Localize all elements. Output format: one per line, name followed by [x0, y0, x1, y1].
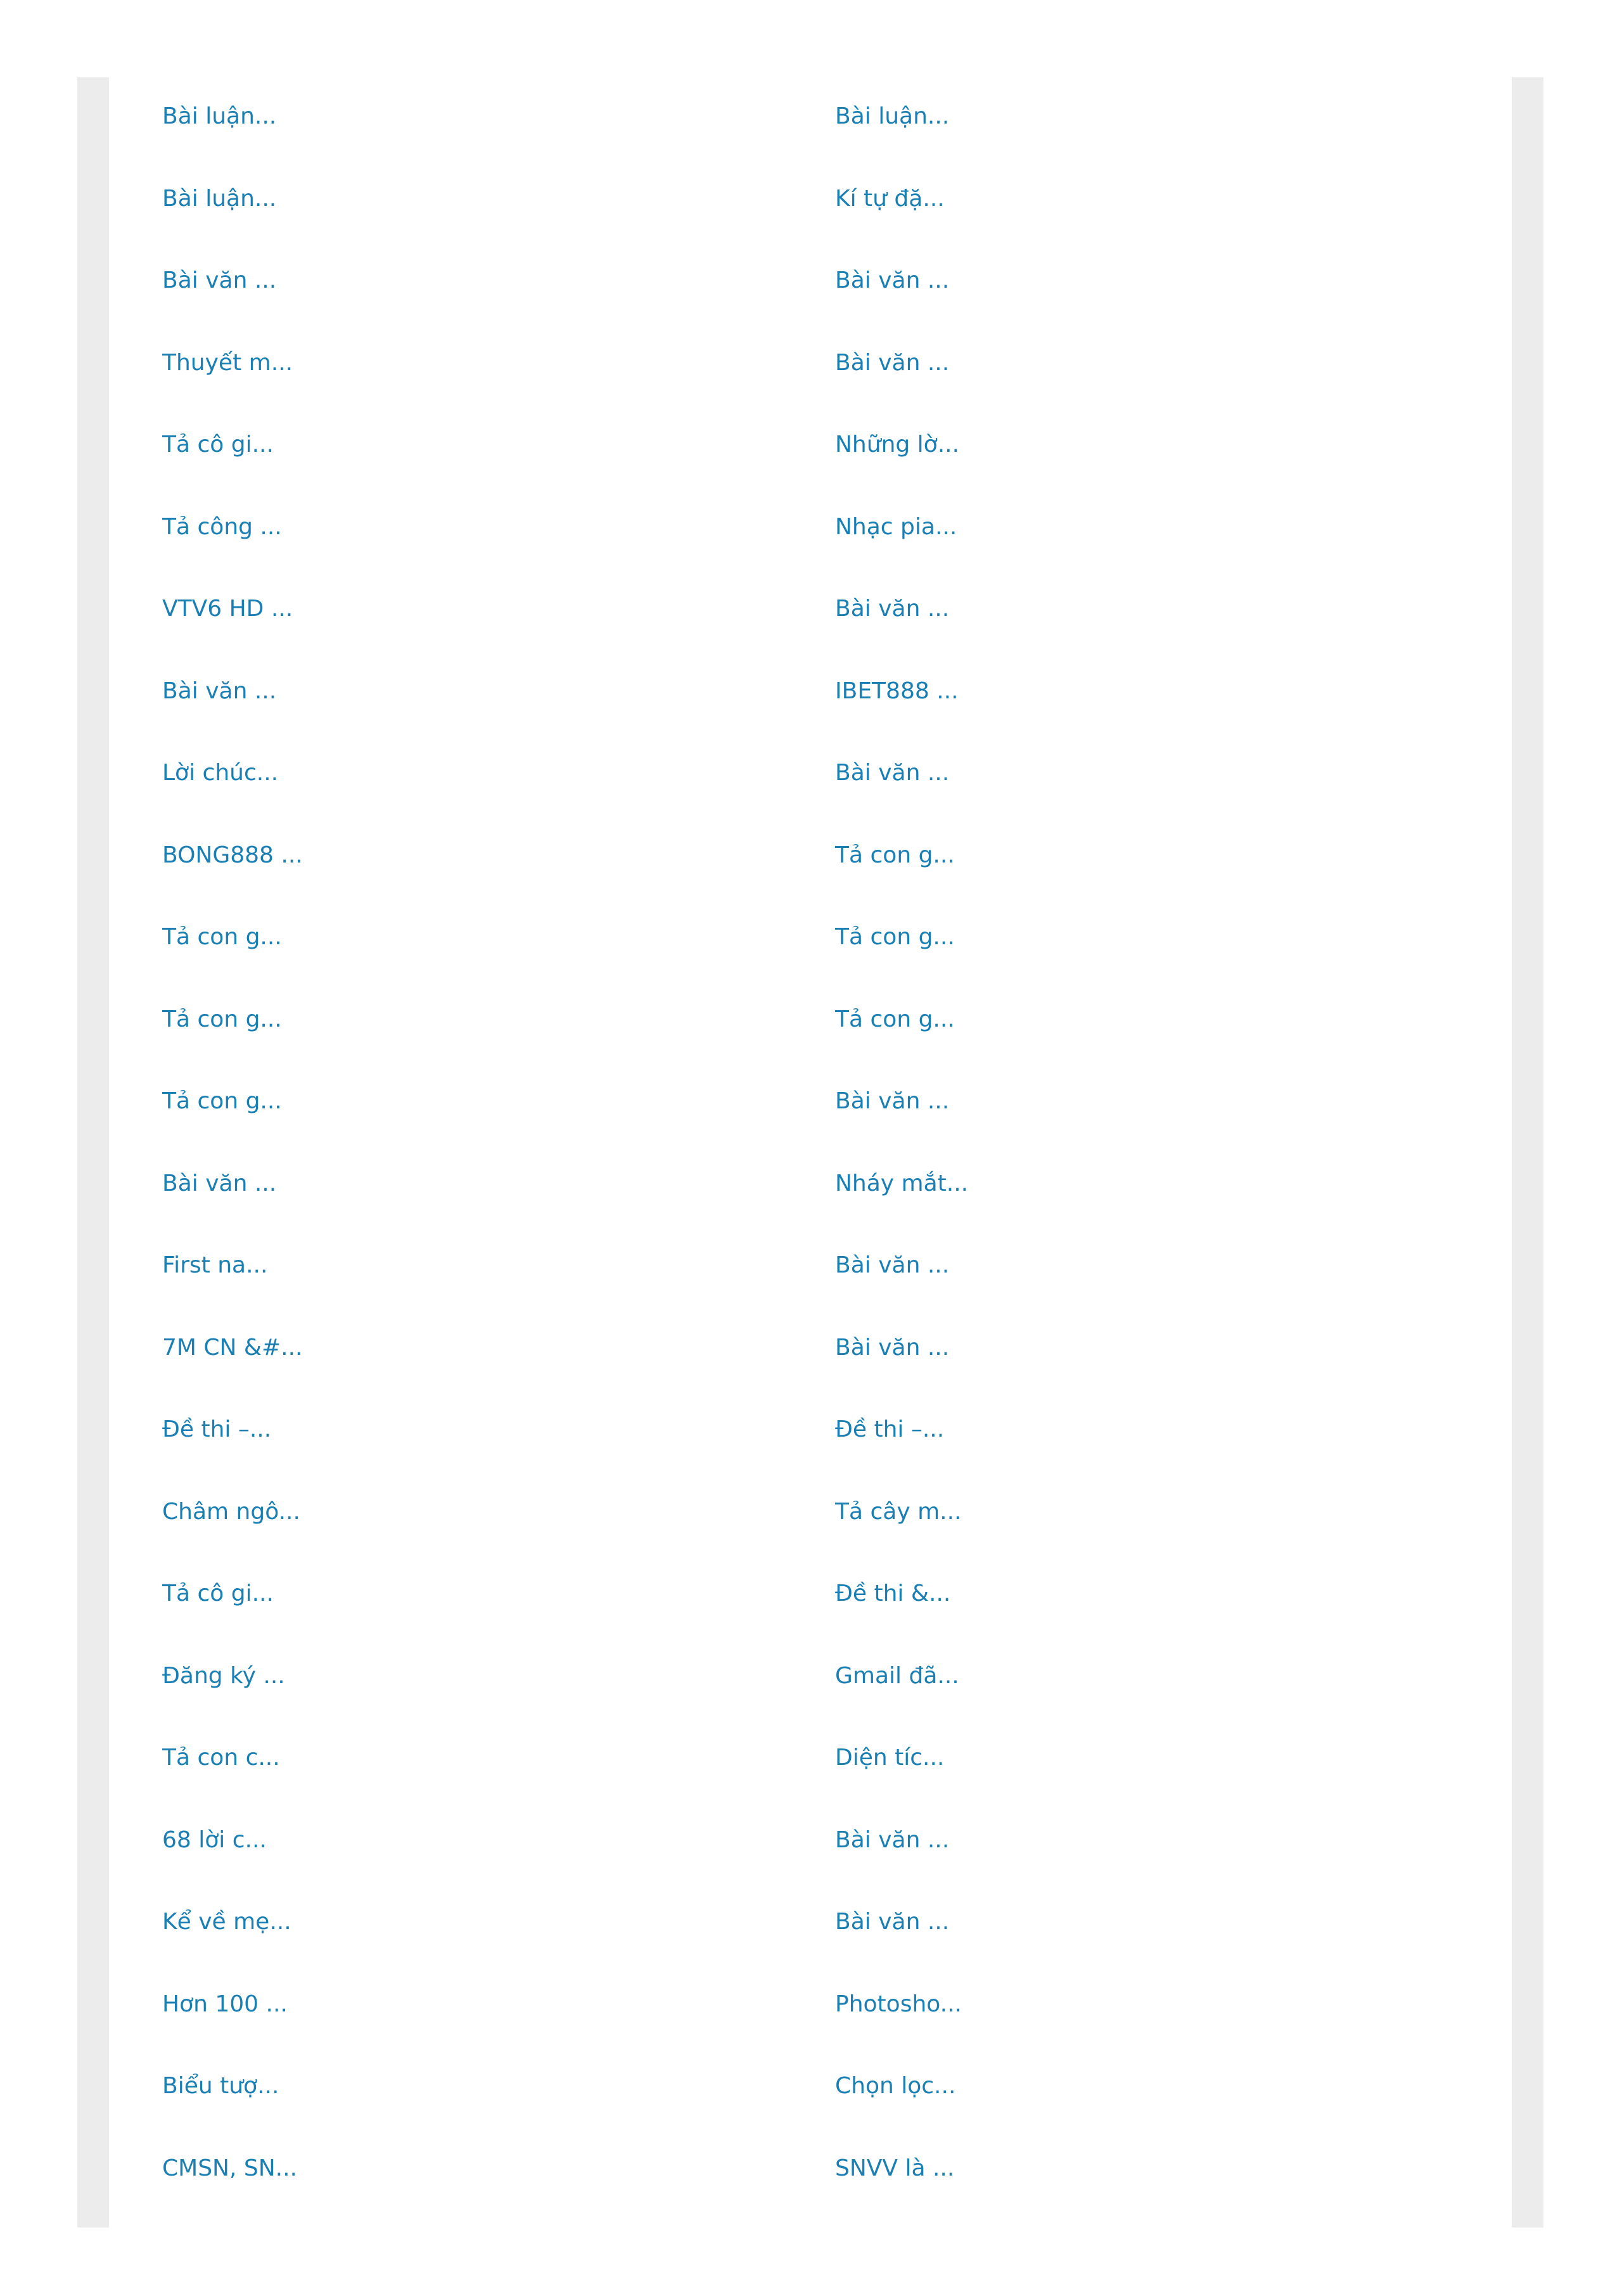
article-link-left[interactable]: Kể về mẹ... [162, 1909, 291, 1935]
article-link-left[interactable]: 68 lời c... [162, 1826, 267, 1853]
article-link-right[interactable]: Tả con g... [835, 924, 955, 950]
article-link-right[interactable]: Bài văn ... [835, 760, 950, 786]
article-link-right[interactable]: Nhạc pia... [835, 513, 957, 540]
article-link-left[interactable]: Đăng ký ... [162, 1662, 285, 1689]
article-link-left[interactable]: Châm ngô... [162, 1498, 300, 1525]
article-link-left[interactable]: Bài văn ... [162, 1170, 277, 1196]
article-link-right[interactable]: Tả con g... [835, 842, 955, 868]
article-link-left[interactable]: Tả cô gi... [162, 1581, 274, 1607]
article-link-left[interactable]: Biểu tượ... [162, 2073, 279, 2099]
article-link-right[interactable]: Bài văn ... [835, 267, 950, 293]
article-link-left[interactable]: First na... [162, 1252, 268, 1278]
article-link-left[interactable]: Bài văn ... [162, 267, 277, 293]
article-link-right[interactable]: Tả con g... [835, 1006, 955, 1032]
article-link-right[interactable]: Những lờ... [835, 432, 960, 458]
article-link-right[interactable]: Bài văn ... [835, 1334, 950, 1361]
article-link-right[interactable]: Kí tự đặ... [835, 185, 945, 212]
article-link-right[interactable]: Bài văn ... [835, 1909, 950, 1935]
article-link-right[interactable]: IBET888 ... [835, 677, 959, 704]
article-link-right[interactable]: Đề thi –... [835, 1416, 945, 1442]
article-link-right[interactable]: Bài văn ... [835, 596, 950, 622]
article-link-left[interactable]: Thuyết m... [162, 349, 293, 376]
article-link-right[interactable]: Bài văn ... [835, 349, 950, 376]
article-link-right[interactable]: Tả cây m... [835, 1498, 962, 1525]
article-link-right[interactable]: Đề thi &... [835, 1581, 951, 1607]
article-link-right[interactable]: Bài luận... [835, 103, 950, 129]
article-link-right[interactable]: Bài văn ... [835, 1088, 950, 1114]
link-list-panel [109, 77, 1512, 2228]
article-link-left[interactable]: Tả con g... [162, 1006, 282, 1032]
article-link-right[interactable]: Nháy mắt... [835, 1170, 969, 1196]
article-link-left[interactable]: Tả công ... [162, 513, 282, 540]
article-link-left[interactable]: Bài luận... [162, 103, 277, 129]
article-link-left[interactable]: Bài văn ... [162, 677, 277, 704]
article-link-left[interactable]: Đề thi –... [162, 1416, 272, 1442]
article-link-left[interactable]: Bài luận... [162, 185, 277, 212]
article-link-right[interactable]: Diện tíc... [835, 1745, 945, 1771]
link-grid [162, 77, 1493, 2228]
article-link-right[interactable]: SNVV là ... [835, 2155, 955, 2181]
article-link-right[interactable]: Gmail đã... [835, 1662, 959, 1689]
article-link-left[interactable]: CMSN, SN... [162, 2155, 297, 2181]
article-link-right[interactable]: Bài văn ... [835, 1826, 950, 1853]
article-link-right[interactable]: Bài văn ... [835, 1252, 950, 1278]
article-link-left[interactable]: 7M CN &#... [162, 1334, 303, 1361]
article-link-left[interactable]: Tả cô gi... [162, 432, 274, 458]
article-link-left[interactable]: VTV6 HD ... [162, 596, 293, 622]
article-link-left[interactable]: BONG888 ... [162, 842, 303, 868]
article-link-left[interactable]: Hơn 100 ... [162, 1991, 288, 2017]
article-link-right[interactable]: Chọn lọc... [835, 2073, 956, 2099]
article-link-left[interactable]: Lời chúc... [162, 760, 279, 786]
article-link-left[interactable]: Tả con g... [162, 1088, 282, 1114]
article-link-left[interactable]: Tả con c... [162, 1745, 280, 1771]
article-link-right[interactable]: Photosho... [835, 1991, 962, 2017]
article-link-left[interactable]: Tả con g... [162, 924, 282, 950]
